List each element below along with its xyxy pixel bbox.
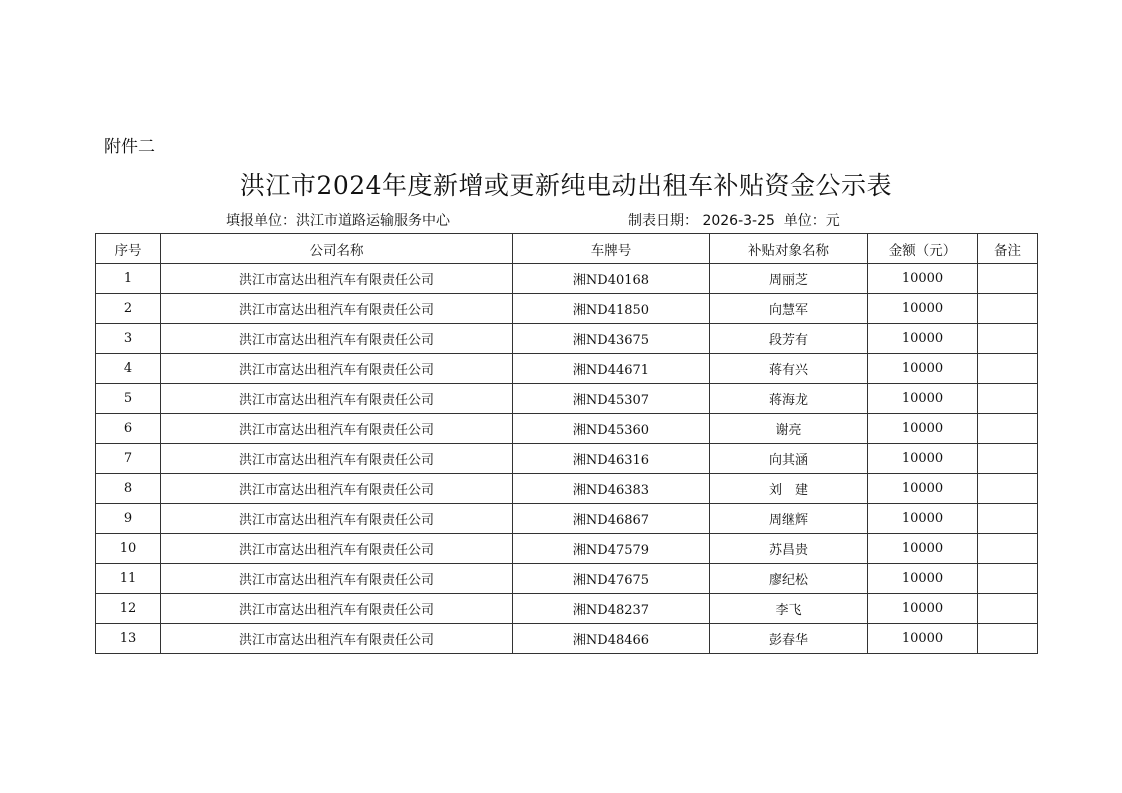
cell-recipient: 周丽芝 [710, 264, 868, 294]
cell-plate: 湘ND48466 [513, 624, 710, 654]
cell-serial-no: 13 [96, 624, 161, 654]
cell-remarks [978, 474, 1038, 504]
cell-serial-no: 9 [96, 504, 161, 534]
cell-plate: 湘ND43675 [513, 324, 710, 354]
table-row [96, 354, 1038, 384]
cell-recipient: 刘 建 [710, 474, 868, 504]
cell-remarks [978, 444, 1038, 474]
table-row [96, 624, 1038, 654]
table-row [96, 564, 1038, 594]
cell-amount: 10000 [868, 324, 978, 354]
cell-company: 洪江市富达出租汽车有限责任公司 [161, 354, 513, 384]
cell-plate: 湘ND46383 [513, 474, 710, 504]
cell-company: 洪江市富达出租汽车有限责任公司 [161, 264, 513, 294]
header-serial-no: 序号 [96, 234, 161, 264]
cell-company: 洪江市富达出租汽车有限责任公司 [161, 294, 513, 324]
cell-recipient: 向慧军 [710, 294, 868, 324]
date-and-unit: 制表日期： 2026-3-25 单位：元 [628, 213, 840, 229]
cell-amount: 10000 [868, 534, 978, 564]
header-remarks: 备注 [978, 234, 1038, 264]
cell-remarks [978, 564, 1038, 594]
cell-remarks [978, 594, 1038, 624]
table-row [96, 324, 1038, 354]
cell-plate: 湘ND47675 [513, 564, 710, 594]
table-row [96, 414, 1038, 444]
cell-recipient: 向其涵 [710, 444, 868, 474]
cell-company: 洪江市富达出租汽车有限责任公司 [161, 624, 513, 654]
cell-plate: 湘ND47579 [513, 534, 710, 564]
cell-serial-no: 10 [96, 534, 161, 564]
cell-plate: 湘ND45307 [513, 384, 710, 414]
cell-amount: 10000 [868, 624, 978, 654]
cell-serial-no: 1 [96, 264, 161, 294]
cell-recipient: 李飞 [710, 594, 868, 624]
cell-remarks [978, 294, 1038, 324]
cell-serial-no: 6 [96, 414, 161, 444]
header-amount: 金额（元） [868, 234, 978, 264]
cell-plate: 湘ND48237 [513, 594, 710, 624]
cell-amount: 10000 [868, 564, 978, 594]
cell-recipient: 彭春华 [710, 624, 868, 654]
cell-amount: 10000 [868, 414, 978, 444]
cell-serial-no: 4 [96, 354, 161, 384]
cell-serial-no: 3 [96, 324, 161, 354]
cell-company: 洪江市富达出租汽车有限责任公司 [161, 534, 513, 564]
cell-amount: 10000 [868, 474, 978, 504]
table-row [96, 264, 1038, 294]
table-row [96, 594, 1038, 624]
cell-company: 洪江市富达出租汽车有限责任公司 [161, 474, 513, 504]
cell-plate: 湘ND46867 [513, 504, 710, 534]
table-row [96, 444, 1038, 474]
cell-remarks [978, 414, 1038, 444]
cell-plate: 湘ND45360 [513, 414, 710, 444]
cell-company: 洪江市富达出租汽车有限责任公司 [161, 384, 513, 414]
table-header-row [96, 234, 1038, 264]
cell-amount: 10000 [868, 264, 978, 294]
cell-remarks [978, 354, 1038, 384]
cell-remarks [978, 384, 1038, 414]
cell-remarks [978, 504, 1038, 534]
table-row [96, 294, 1038, 324]
cell-plate: 湘ND44671 [513, 354, 710, 384]
document-title: 洪江市2024年度新增或更新纯电动出租车补贴资金公示表 [239, 171, 893, 200]
cell-recipient: 周继辉 [710, 504, 868, 534]
cell-serial-no: 2 [96, 294, 161, 324]
cell-company: 洪江市富达出租汽车有限责任公司 [161, 564, 513, 594]
cell-serial-no: 12 [96, 594, 161, 624]
cell-remarks [978, 264, 1038, 294]
header-recipient-name: 补贴对象名称 [710, 234, 868, 264]
cell-plate: 湘ND41850 [513, 294, 710, 324]
cell-remarks [978, 324, 1038, 354]
cell-plate: 湘ND40168 [513, 264, 710, 294]
cell-company: 洪江市富达出租汽车有限责任公司 [161, 324, 513, 354]
cell-serial-no: 11 [96, 564, 161, 594]
cell-company: 洪江市富达出租汽车有限责任公司 [161, 504, 513, 534]
cell-recipient: 蒋海龙 [710, 384, 868, 414]
header-company-name: 公司名称 [161, 234, 513, 264]
table-row [96, 384, 1038, 414]
cell-recipient: 谢亮 [710, 414, 868, 444]
cell-amount: 10000 [868, 444, 978, 474]
cell-serial-no: 8 [96, 474, 161, 504]
cell-amount: 10000 [868, 384, 978, 414]
cell-company: 洪江市富达出租汽车有限责任公司 [161, 594, 513, 624]
cell-remarks [978, 534, 1038, 564]
cell-recipient: 段芳有 [710, 324, 868, 354]
cell-plate: 湘ND46316 [513, 444, 710, 474]
attachment-label: 附件二 [104, 137, 155, 157]
cell-serial-no: 7 [96, 444, 161, 474]
cell-amount: 10000 [868, 294, 978, 324]
cell-amount: 10000 [868, 504, 978, 534]
cell-amount: 10000 [868, 594, 978, 624]
subsidy-table [95, 233, 1038, 654]
cell-recipient: 廖纪松 [710, 564, 868, 594]
cell-company: 洪江市富达出租汽车有限责任公司 [161, 444, 513, 474]
table-row [96, 534, 1038, 564]
cell-company: 洪江市富达出租汽车有限责任公司 [161, 414, 513, 444]
table-row [96, 504, 1038, 534]
cell-amount: 10000 [868, 354, 978, 384]
cell-remarks [978, 624, 1038, 654]
header-plate-number: 车牌号 [513, 234, 710, 264]
cell-recipient: 蒋有兴 [710, 354, 868, 384]
cell-serial-no: 5 [96, 384, 161, 414]
cell-recipient: 苏昌贵 [710, 534, 868, 564]
filing-unit: 填报单位：洪江市道路运输服务中心 [226, 213, 450, 229]
table-row [96, 474, 1038, 504]
